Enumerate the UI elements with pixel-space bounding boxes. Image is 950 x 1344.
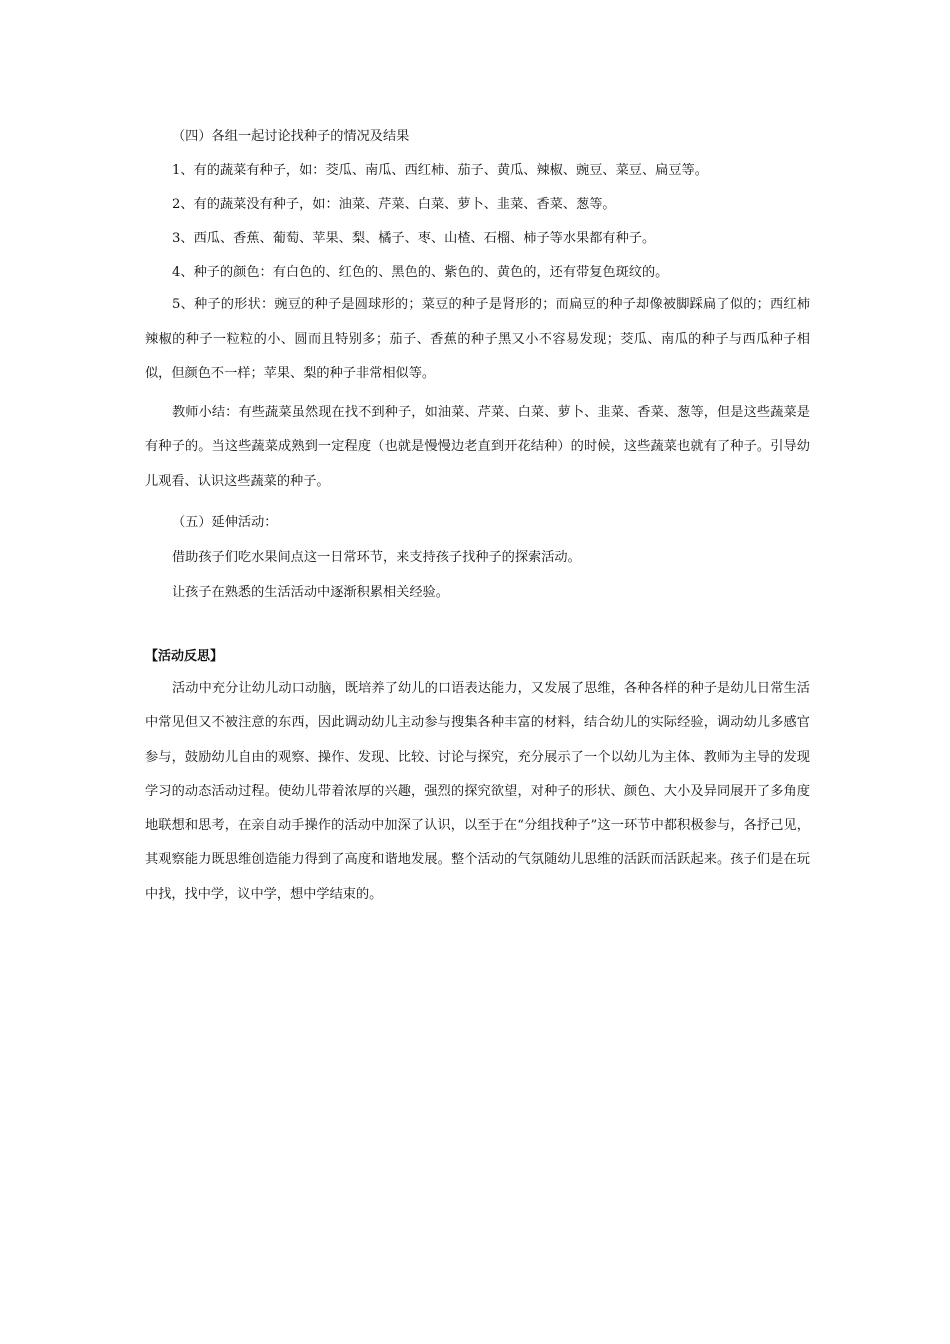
reflection-heading: 【活动反思】: [145, 649, 224, 664]
section-four-title: （四）各组一起讨论找种子的情况及结果: [172, 129, 410, 144]
teacher-summary: 教师小结：有些蔬菜虽然现在找不到种子，如油菜、芹菜、白菜、萝卜、韭菜、香菜、葱等，但是这些蔬菜是有种子的。当这些蔬菜成熟到一定程度（也就是慢慢边老直到开花结种）的时候，这些蔬菜也就有了种子。引导幼儿观看、认识这些蔬菜的种子。: [145, 404, 810, 489]
extension-activity-1: 借助孩子们吃水果间点这一日常环节，来支持孩子找种子的探索活动。: [172, 550, 581, 565]
section-five-title: （五）延伸活动：: [172, 515, 278, 530]
result-item-5: 5、种子的形状：豌豆的种子是圆球形的；菜豆的种子是肾形的；而扁豆的种子却像被脚踩扁了似的；西红柿辣椒的种子一粒粒的小、圆而且特别多；茄子、香蕉的种子黑又小不容易发现；茭瓜、南瓜的种子与西瓜种子相似，但颜色不一样；苹果、梨的种子非常相似等。: [145, 297, 810, 381]
document-body: [145, 126, 810, 912]
result-item-2: 2、有的蔬菜没有种子，如：油菜、芹菜、白菜、萝卜、韭菜、香菜、葱等。: [172, 197, 616, 212]
reflection-text: 活动中充分让幼儿动口动脑，既培养了幼儿的口语表达能力，又发展了思维，各种各样的种子是幼儿日常生活中常见但又不被注意的东西，因此调动幼儿主动参与搜集各种丰富的材料，结合幼儿的实际经验，调动幼儿多感官参与，鼓励幼儿自由的观察、操作、发现、比较、讨论与探究，充分展示了一个以幼儿为主体、教师为主导的发现学习的动态活动过程。使幼儿带着浓厚的兴趣，强烈的探究欲望，对种子的形状、颜色、大小及异同展开了多角度地联想和思考，在亲自动手操作的活动中加深了认识，以至于在“分组找种子”这一环节中都积极参与，各抒己见，其观察能力既思维创造能力得到了高度和谐地发展。整个活动的气氛随幼儿思维的活跃而活跃起来。孩子们是在玩中找，找中学，议中学，想中学结束的。: [145, 681, 810, 902]
result-item-4: 4、种子的颜色：有白色的、红色的、黑色的、紫色的、黄色的，还有带复色斑纹的。: [172, 265, 669, 280]
result-item-1: 1、有的蔬菜有种子，如：茭瓜、南瓜、西红柿、茄子、黄瓜、辣椒、豌豆、菜豆、扁豆等。: [172, 163, 708, 178]
extension-activity-2: 让孩子在熟悉的生活活动中逐渐积累相关经验。: [172, 585, 449, 600]
result-item-3: 3、西瓜、香蕉、葡萄、苹果、梨、橘子、枣、山楂、石榴、柿子等水果都有种子。: [172, 231, 656, 246]
